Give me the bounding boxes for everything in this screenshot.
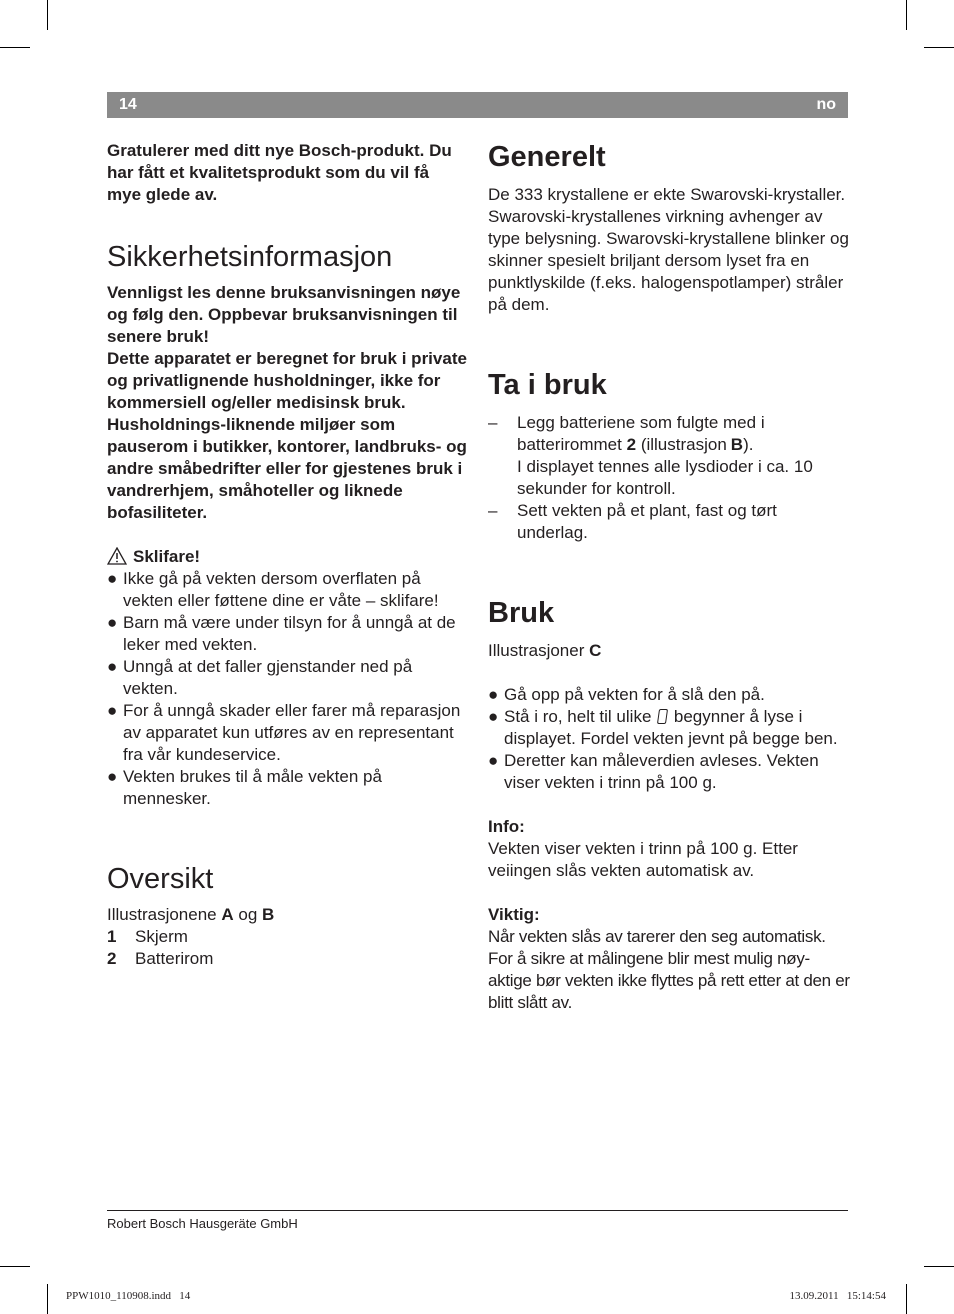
bullet-icon: ● (107, 569, 118, 588)
use-ill-prefix: Illustrasjoner (488, 641, 585, 660)
use-heading: Bruk (488, 597, 555, 629)
overview-illustrations (107, 904, 467, 926)
important-text: Når vekten slås av tarerer den seg automatisk. For å sikre at målingene blir mest mulig nøy-aktige bør vekten ikke flyttes på rett etter at den er blitt slått av. (488, 927, 850, 1012)
overview-item-number: 1 (107, 927, 117, 946)
bullet-icon: ● (107, 701, 118, 720)
setup-item-text: ). (743, 435, 754, 454)
crop-mark (47, 1284, 48, 1314)
slug-timestamp: 13.09.2011 15:14:54 (789, 1290, 886, 1302)
warning-heading (107, 546, 467, 568)
setup-item-text: (illustrasjon (640, 435, 727, 454)
setup-item-ill: B (730, 435, 744, 454)
overview-item-label: Skjerm (135, 927, 188, 946)
overview-item (107, 948, 467, 970)
dash-marker: – (488, 413, 498, 432)
bullet-icon: ● (107, 767, 118, 786)
overview-ill-b: B (262, 905, 275, 924)
list-item (107, 656, 467, 700)
bullet-icon: ● (488, 751, 499, 770)
setup-heading: Ta i bruk (488, 369, 607, 401)
list-item-text: begynner å lyse i displayet. Fordel vekten jevnt på begge ben. (504, 707, 838, 748)
list-item-text: Barn må være under tilsyn for å unngå at de leker med vekten. (123, 613, 456, 654)
use-ill-c: C (589, 641, 602, 660)
crop-mark (906, 1284, 907, 1314)
list-item-text: Unngå at det faller gjenstander ned på vekten. (123, 657, 413, 698)
footer-divider (107, 1210, 848, 1211)
footer-company: Robert Bosch Hausgeräte GmbH (107, 1216, 298, 1231)
crop-mark (924, 1266, 954, 1267)
overview-heading: Oversikt (107, 863, 214, 895)
right-column (488, 140, 850, 1014)
list-item (488, 684, 850, 706)
overview-item (107, 926, 467, 948)
important-label: Viktig: (488, 905, 540, 924)
left-column (107, 140, 467, 970)
list-item (488, 500, 850, 544)
list-item-text: Vekten brukes til å måle vekten på mennesker. (123, 767, 382, 808)
language-code: no (816, 96, 836, 113)
crop-mark (0, 47, 30, 48)
crop-mark (924, 47, 954, 48)
dash-marker: – (488, 501, 498, 520)
bullet-icon: ● (488, 707, 499, 726)
safety-heading: Sikkerhetsinformasjon (107, 241, 393, 273)
list-item (107, 766, 467, 810)
setup-item-text: Sett vekten på et plant, fast og tørt underlag. (517, 501, 777, 542)
list-item (107, 700, 467, 766)
bullet-icon: ● (107, 657, 118, 676)
list-item (488, 750, 850, 794)
warning-triangle-icon (107, 547, 127, 565)
overview-ill-prefix: Illustrasjonene (107, 905, 217, 924)
list-item (488, 412, 850, 500)
bullet-icon: ● (488, 685, 499, 704)
overview-item-label: Batterirom (135, 949, 214, 968)
info-text: Vekten viser vekten i trinn på 100 g. Etter veiingen slås vekten automatisk av. (488, 839, 798, 880)
setup-item-text: I displayet tennes alle lysdioder i ca. 10 sekunder for kontroll. (517, 457, 813, 498)
display-digit-icon (657, 709, 668, 724)
slug-file-info: PPW1010_110908.indd 14 (66, 1290, 191, 1302)
crop-mark (47, 0, 48, 30)
list-item-text: Gå opp på vekten for å slå den på. (504, 685, 765, 704)
general-text: De 333 krystallene er ekte Swarovski-krystaller. Swarovski-krystallenes virkning avhenger av type belysning. Swarovski-krystallene blinker og skinner spesielt briljant dersom lyset fra en punktlyskilde (f.eks. halogenspotlamper) stråler på dem. (488, 185, 849, 314)
overview-ill-and: og (238, 905, 258, 924)
crop-mark (0, 1266, 30, 1267)
setup-item-text: Legg batteriene som fulgte med i batterirommet (517, 413, 765, 454)
page-number: 14 (119, 96, 137, 113)
safety-paragraph: Vennligst les denne bruksanvisningen nøye og følg den. Oppbevar bruksanvisningen til senere bruk! (107, 283, 461, 346)
safety-paragraph: Husholdnings-liknende miljøer som pauserom i butikker, kontorer, landbruks- og andre småbedrifter eller for gjestenes bruk i vandrerhjem, småhoteller og liknede bofasiliteter. (107, 415, 467, 522)
page-header-bar (107, 92, 848, 118)
setup-item-number: 2 (626, 435, 637, 454)
safety-paragraph: Dette apparatet er beregnet for bruk i private og privatlignende husholdninger, ikke for kommersiell og/eller medisinsk bruk. (107, 349, 467, 412)
use-illustrations (488, 640, 850, 662)
list-item (107, 568, 467, 612)
list-item-text: Stå i ro, helt til ulike (504, 707, 652, 726)
overview-ill-a: A (221, 905, 234, 924)
list-item (488, 706, 850, 750)
overview-item-number: 2 (107, 949, 117, 968)
bullet-icon: ● (107, 613, 118, 632)
intro-text: Gratulerer med ditt nye Bosch-produkt. Du har fått et kvalitetsprodukt som du vil få mye glede av. (107, 141, 452, 204)
warning-label: Sklifare! (133, 547, 201, 566)
info-label: Info: (488, 817, 525, 836)
list-item-text: Ikke gå på vekten dersom overflaten på vekten eller føttene dine er våte – sklifare! (123, 569, 439, 610)
crop-mark (906, 0, 907, 30)
list-item-text: For å unngå skader eller farer må reparasjon av apparatet kun utføres av en representant fra vår kundeservice. (123, 701, 461, 764)
general-heading: Generelt (488, 141, 606, 173)
list-item (107, 612, 467, 656)
list-item-text: Deretter kan måleverdien avleses. Vekten viser vekten i trinn på 100 g. (504, 751, 819, 792)
